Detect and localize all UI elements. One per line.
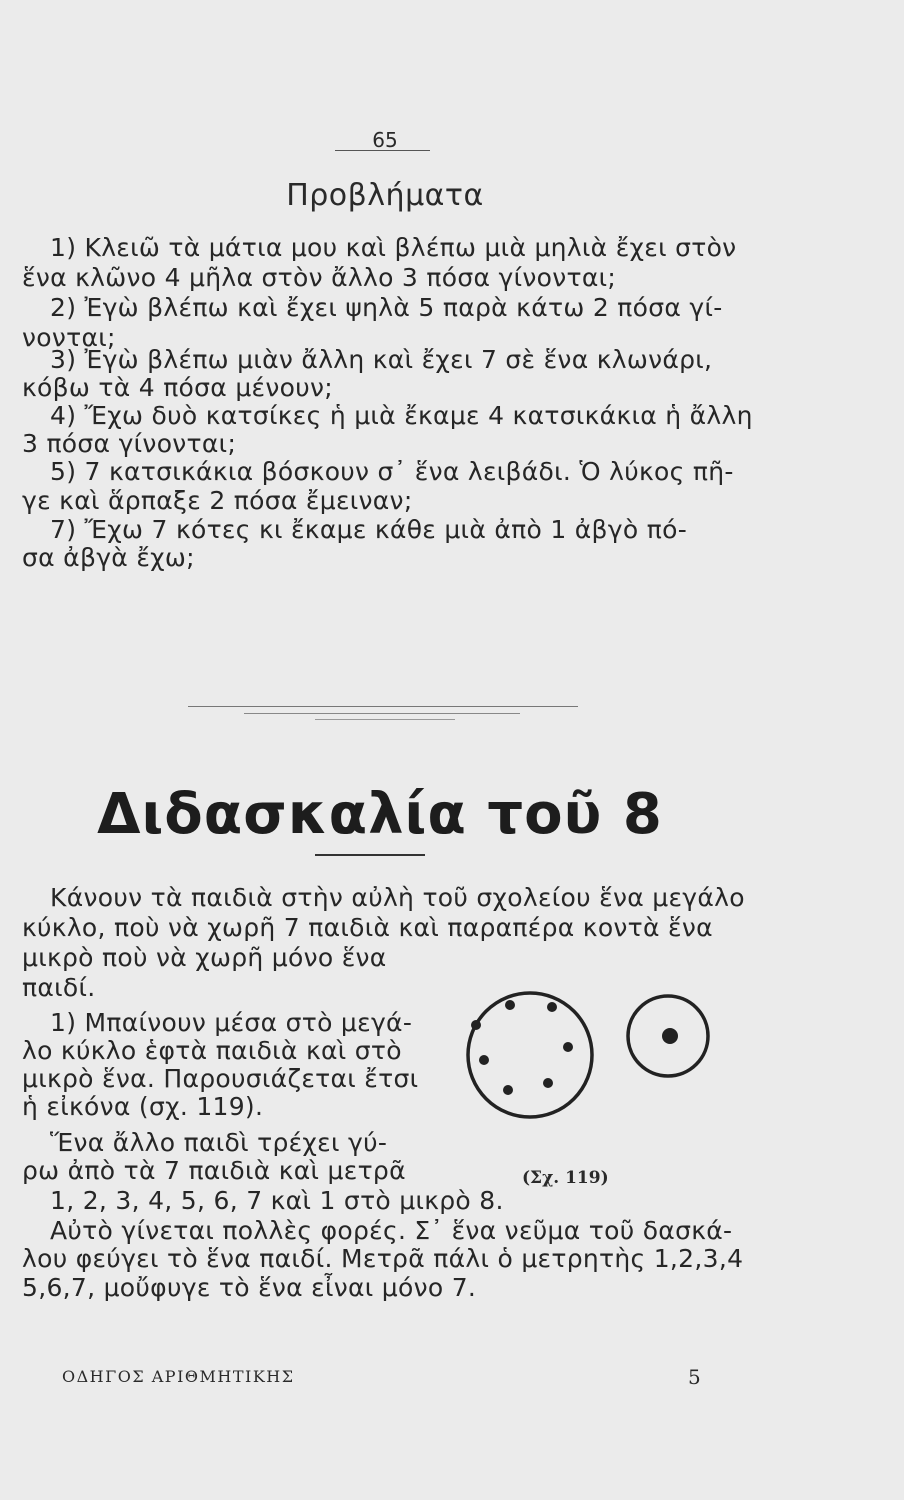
problem-line: 1) Κλειῶ τὰ μάτια μου καὶ βλέπω μιὰ μηλιὰ ἔχει στὸν <box>50 233 737 262</box>
lesson-line: λου φεύγει τὸ ἕνα παιδί. Μετρᾶ πάλι ὁ μετρητὴς 1,2,3,4 <box>22 1244 744 1273</box>
footer-signature-number: 5 <box>688 1365 701 1389</box>
problems-heading: Προβλήματα <box>286 178 484 213</box>
lesson-line: παιδί. <box>22 973 96 1002</box>
child-dot <box>547 1002 557 1012</box>
section-divider-top <box>188 706 578 707</box>
lesson-line: μικρὸ ἕνα. Παρουσιάζεται ἔτσι <box>22 1064 419 1093</box>
lesson-heading: Διδασκαλία τοῦ 8 <box>97 782 663 847</box>
child-dot <box>505 1000 515 1010</box>
lesson-line: 5,6,7, μοὔφυγε τὸ ἕνα εἶναι μόνο 7. <box>22 1273 477 1302</box>
child-dot <box>503 1085 513 1095</box>
child-dot <box>479 1055 489 1065</box>
lesson-line: λο κύκλο ἑφτὰ παιδιὰ καὶ στὸ <box>22 1036 402 1065</box>
section-divider-middle <box>244 713 520 714</box>
child-dot <box>543 1078 553 1088</box>
problem-line: γε καὶ ἅρπαξε 2 πόσα ἔμειναν; <box>22 486 413 515</box>
lesson-line: ρω ἀπὸ τὰ 7 παιδιὰ καὶ μετρᾶ <box>22 1156 406 1185</box>
figure-caption: (Σχ. 119) <box>522 1168 609 1188</box>
page-number-rule <box>335 150 430 151</box>
lesson-line: 1) Μπαίνουν μέσα στὸ μεγά- <box>50 1008 413 1037</box>
child-dot <box>662 1028 678 1044</box>
problem-line: κόβω τὰ 4 πόσα μένουν; <box>22 373 333 402</box>
footer-title: ΟΔΗΓΟΣ ΑΡΙΘΜΗΤΙΚΗΣ <box>62 1367 295 1386</box>
problem-line: 3 πόσα γίνονται; <box>22 429 237 458</box>
problem-line: ἕνα κλῶνο 4 μῆλα στὸν ἄλλο 3 πόσα γίνονται; <box>22 263 617 292</box>
lesson-line: ἡ εἰκόνα (σχ. 119). <box>22 1092 264 1121</box>
big-circle <box>468 993 592 1117</box>
lesson-line: Αὐτὸ γίνεται πολλὲς φορές. Σ᾿ ἕνα νεῦμα τοῦ δασκά- <box>50 1216 733 1245</box>
problem-line: 5) 7 κατσικάκια βόσκουν σ᾿ ἕνα λειβάδι. Ὁ λύκος πῆ- <box>50 457 734 486</box>
circles-figure <box>460 975 730 1175</box>
problem-line: 2) Ἐγὼ βλέπω καὶ ἔχει ψηλὰ 5 παρὰ κάτω 2 πόσα γί- <box>50 293 723 322</box>
lesson-line: μικρὸ ποὺ νὰ χωρῆ μόνο ἕνα <box>22 943 387 972</box>
lesson-heading-rule <box>315 854 425 856</box>
child-dot <box>471 1020 481 1030</box>
lesson-line: Ἕνα ἄλλο παιδὶ τρέχει γύ- <box>50 1128 388 1157</box>
problem-line: νονται; <box>22 323 116 352</box>
lesson-line: κύκλο, ποὺ νὰ χωρῆ 7 παιδιὰ καὶ παραπέρα κοντὰ ἕνα <box>22 913 713 942</box>
section-divider-bottom <box>315 719 455 720</box>
problem-line: 3) Ἐγὼ βλέπω μιὰν ἄλλη καὶ ἔχει 7 σὲ ἕνα κλωνάρι, <box>50 345 713 374</box>
lesson-line: Κάνουν τὰ παιδιὰ στὴν αὐλὴ τοῦ σχολείου ἕνα μεγάλο <box>50 883 745 912</box>
problem-line: 7) Ἔχω 7 κότες κι ἔκαμε κάθε μιὰ ἀπὸ 1 ἀβγὸ πό- <box>50 515 688 544</box>
problem-line: 4) Ἔχω δυὸ κατσίκες ἡ μιὰ ἔκαμε 4 κατσικάκια ἡ ἄλλη <box>50 401 753 430</box>
lesson-line: 1, 2, 3, 4, 5, 6, 7 καὶ 1 στὸ μικρὸ 8. <box>50 1186 504 1215</box>
page-number: 65 <box>372 128 398 152</box>
problem-line: σα ἀβγὰ ἔχω; <box>22 543 195 572</box>
child-dot <box>563 1042 573 1052</box>
